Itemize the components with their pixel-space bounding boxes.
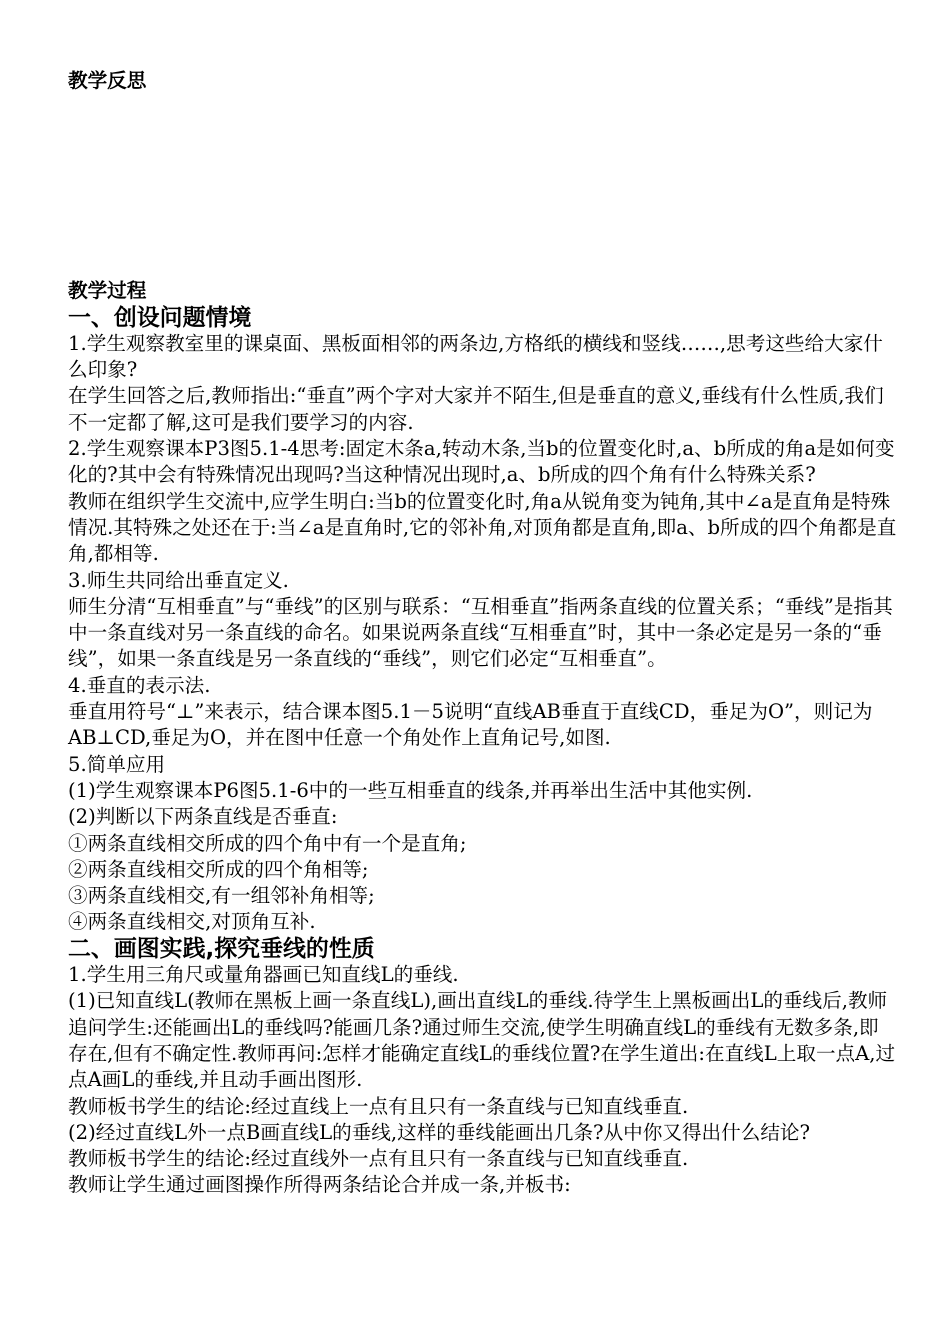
reflection-blank-area (68, 94, 898, 278)
paragraph: 垂直用符号“⊥”来表示，结合课本图5.1－5说明“直线AB垂直于直线CD，垂足为O”，则记为AB⊥CD,垂足为O，并在图中任意一个角处作上直角记号,如图. (68, 700, 873, 750)
process-heading: 教学过程 (68, 279, 147, 303)
list-item: ④两条直线相交,对顶角互补. (68, 910, 316, 934)
paragraph: 师生分清“互相垂直”与“垂线”的区别与联系：“互相垂直”指两条直线的位置关系；“垂线”是指其中一条直线对另一条直线的命名。如果说两条直线“互相垂直”时，其中一条必定是另一条的“垂线”，如果一条直线是另一条直线的“垂线”，则它们必定“互相垂直”。 (68, 594, 893, 671)
paragraph: 教师在组织学生交流中,应学生明白:当b的位置变化时,角a从锐角变为钝角,其中∠a是直角是特殊情况.其特殊之处还在于:当∠a是直角时,它的邻补角,对顶角都是直角,即a、b所成的四个角都是直角,都相等. (68, 489, 897, 566)
paragraph: 4.垂直的表示法. (68, 673, 211, 697)
paragraph: (2)经过直线L外一点B画直线L的垂线,这样的垂线能画出几条?从中你又得出什么结论? (68, 1120, 811, 1144)
paragraph: 3.师生共同给出垂直定义. (68, 568, 289, 592)
paragraph: 教师板书学生的结论:经过直线外一点有且只有一条直线与已知直线垂直. (68, 1147, 689, 1171)
document-page (68, 68, 898, 1199)
paragraph: 教师板书学生的结论:经过直线上一点有且只有一条直线与已知直线垂直. (68, 1094, 689, 1118)
section2-body (68, 962, 898, 1199)
section2-heading: 二、画图实践,探究垂线的性质 (68, 935, 375, 962)
section1-body (68, 331, 898, 936)
paragraph: 1.学生用三角尺或量角器画已知直线L的垂线. (68, 963, 459, 987)
list-item: ③两条直线相交,有一组邻补角相等; (68, 884, 375, 908)
list-item: ②两条直线相交所成的四个角相等; (68, 857, 369, 881)
paragraph: (2)判断以下两条直线是否垂直: (68, 805, 338, 829)
reflection-heading: 教学反思 (68, 69, 147, 92)
paragraph: 教师让学生通过画图操作所得两条结论合并成一条,并板书: (68, 1173, 571, 1197)
paragraph: 5.简单应用 (68, 752, 166, 776)
paragraph: 2.学生观察课本P3图5.1-4思考:固定木条a,转动木条,当b的位置变化时,a、b所成的角a是如何变化的?其中会有特殊情况出现吗?当这种情况出现时,a、b所成的四个角有什么特殊关系? (68, 437, 895, 487)
section1-heading: 一、创设问题情境 (68, 304, 252, 331)
list-item: ①两条直线相交所成的四个角中有一个是直角; (68, 831, 467, 855)
paragraph: 1.学生观察教室里的课桌面、黑板面相邻的两条边,方格纸的横线和竖线……,思考这些给大家什么印象? (68, 331, 883, 382)
paragraph: (1)已知直线L(教师在黑板上画一条直线L),画出直线L的垂线.待学生上黑板画出L的垂线后,教师追问学生:还能画出L的垂线吗?能画几条?通过师生交流,使学生明确直线L的垂线有无数多条,即存在,但有不确定性.教师再问:怎样才能确定直线L的垂线位置?在学生道出:在直线L上取一点A,过点A画L的垂线,并且动手画出图形. (68, 989, 896, 1092)
paragraph: (1)学生观察课本P6图5.1-6中的一些互相垂直的线条,并再举出生活中其他实例. (68, 778, 753, 802)
paragraph: 在学生回答之后,教师指出:“垂直”两个字对大家并不陌生,但是垂直的意义,垂线有什么性质,我们不一定都了解,这可是我们要学习的内容. (68, 384, 884, 434)
